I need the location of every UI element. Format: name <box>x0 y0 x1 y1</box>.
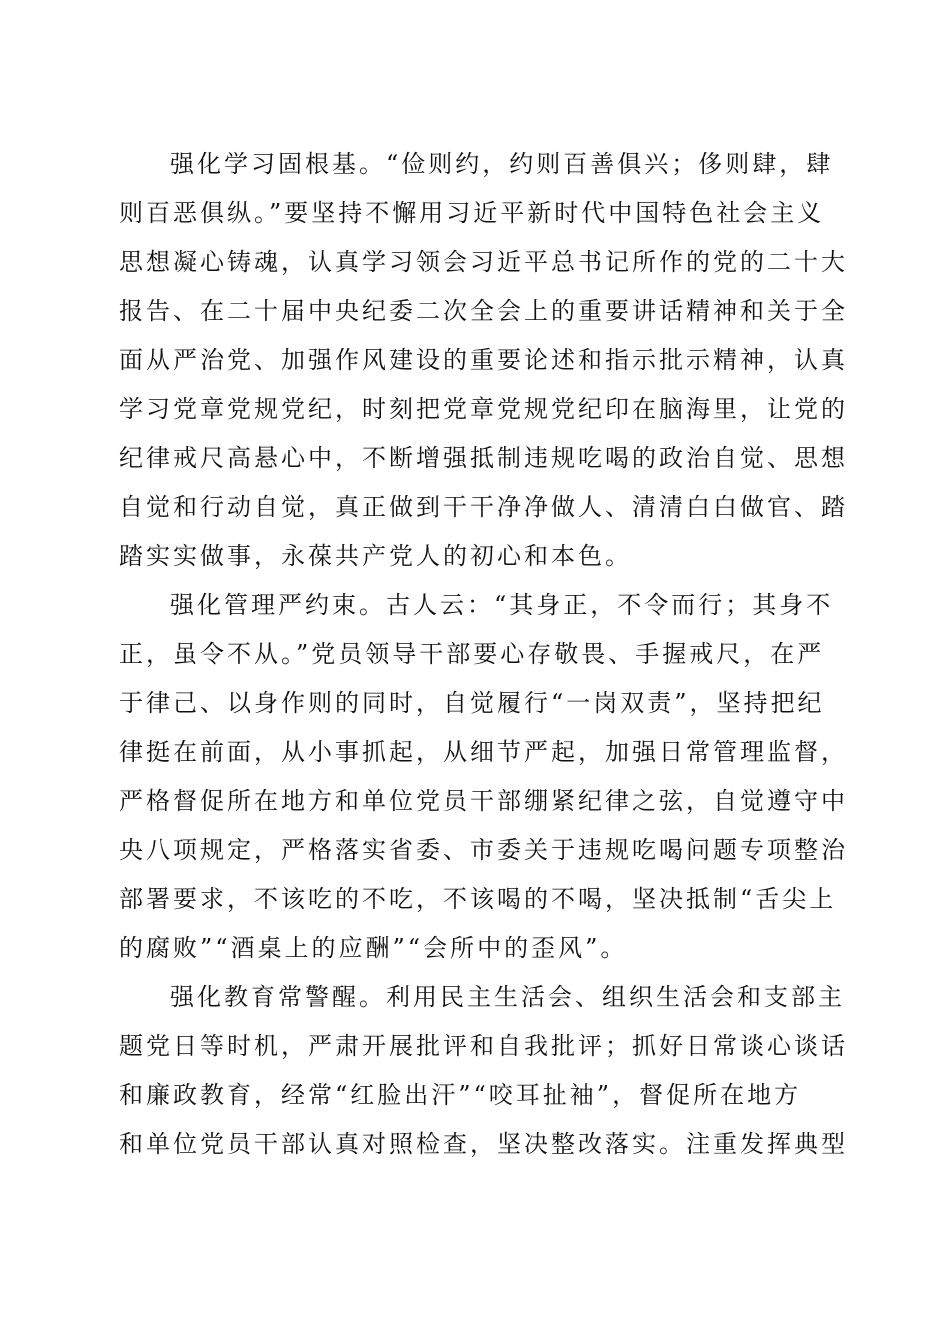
text-line: 于律己、以身作则的同时，自觉履行“一岗双责”，坚持把纪 <box>119 689 825 717</box>
text-line: 部署要求，不该吃的不吃，不该喝的不喝，坚决抵制“舌尖上 <box>119 885 837 913</box>
text-line: 和单位党员干部认真对照检查，坚决整改落实。注重发挥典型 <box>119 1130 848 1158</box>
text-line: 强化学习固根基。“俭则约，约则百善俱兴；侈则肆，肆 <box>170 150 834 178</box>
text-line: 思想凝心铸魂，认真学习领会习近平总书记所作的党的二十大 <box>119 248 848 276</box>
text-line: 强化管理严约束。古人云：“其身正，不令而行；其身不 <box>170 591 834 619</box>
text-line: 题党日等时机，严肃开展批评和自我批评；抓好日常谈心谈话 <box>119 1032 848 1060</box>
paragraph-management <box>119 581 848 973</box>
text-line: 律挺在前面，从小事抓起，从细节严起，加强日常管理监督， <box>119 738 848 766</box>
text-line: 强化教育常警醒。利用民主生活会、组织生活会和支部主 <box>170 983 845 1011</box>
text-line: 正，虽令不从。”党员领导干部要心存敬畏、手握戒尺，在严 <box>119 640 825 668</box>
text-line: 则百恶俱纵。”要坚持不懈用习近平新时代中国特色社会主义 <box>119 199 825 227</box>
text-line: 踏实实做事，永葆共产党人的初心和本色。 <box>119 542 632 570</box>
text-line: 学习党章党规党纪，时刻把党章党规党纪印在脑海里，让党的 <box>119 395 848 423</box>
text-line: 和廉政教育，经常“红脸出汗”“咬耳扯袖”，督促所在地方 <box>119 1081 802 1109</box>
text-line: 自觉和行动自觉，真正做到干干净净做人、清清白白做官、踏 <box>119 493 848 521</box>
text-line: 严格督促所在地方和单位党员干部绷紧纪律之弦，自觉遵守中 <box>119 787 848 815</box>
text-line: 报告、在二十届中央纪委二次全会上的重要讲话精神和关于全 <box>119 297 848 325</box>
text-line: 纪律戒尺高悬心中，不断增强抵制违规吃喝的政治自觉、思想 <box>119 444 848 472</box>
paragraph-study <box>119 140 848 581</box>
text-line: 面从严治党、加强作风建设的重要论述和指示批示精神，认真 <box>119 346 848 374</box>
paragraph-education <box>119 973 848 1169</box>
document-body <box>119 140 848 1169</box>
text-line: 央八项规定，严格落实省委、市委关于违规吃喝问题专项整治 <box>119 836 848 864</box>
text-line: 的腐败”“酒桌上的应酬”“会所中的歪风”。 <box>119 934 628 962</box>
